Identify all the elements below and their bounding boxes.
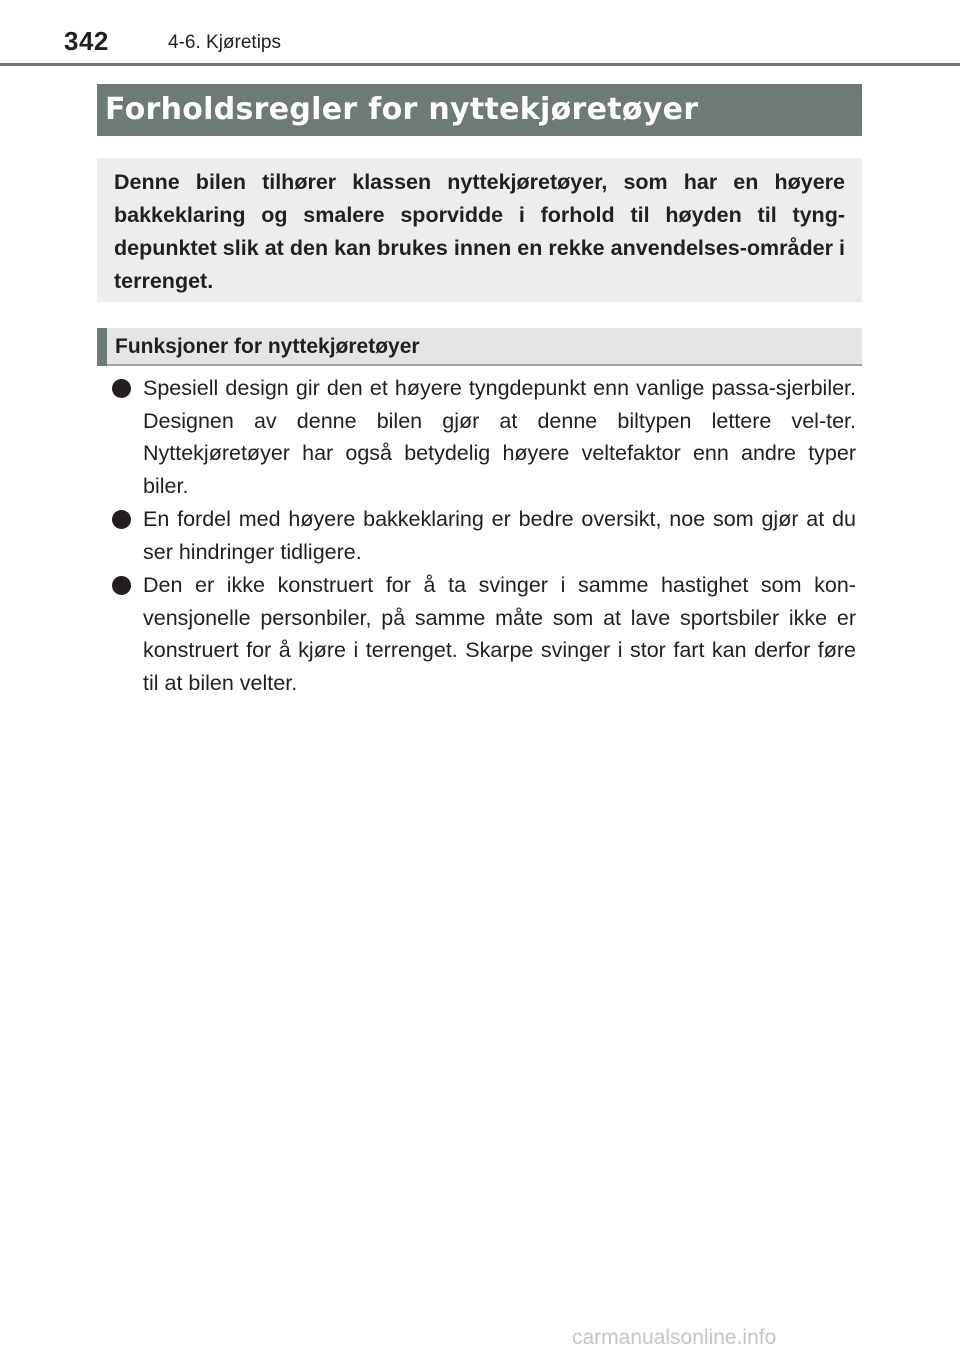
page-number: 342	[64, 26, 109, 56]
page-header	[0, 0, 960, 66]
subsection-heading: Funksjoner for nyttekjøretøyer	[115, 335, 420, 358]
bullet-text: En fordel med høyere bakkeklaring er bedre oversikt, noe som gjør at du ser hindringer tidligere.	[143, 507, 856, 564]
watermark: carmanualsonline.info	[572, 1326, 777, 1349]
list-item	[112, 372, 856, 502]
intro-text: Denne bilen tilhører klassen nyttekjøretøyer, som har en høyere bakkeklaring og smalere sporvidde i forhold til høyden til tyng-depunktet slik at den kan brukes innen en rekke anvendelses-områder i terrenget.	[114, 170, 845, 293]
page-title: Forholdsregler for nyttekjøretøyer	[105, 92, 699, 127]
bullet-text: Spesiell design gir den et høyere tyngdepunkt enn vanlige passa-sjerbiler. Designen av denne bilen gjør at denne biltypen lettere vel-ter. Nyttekjøretøyer har også betydelig høyere veltefaktor enn andre typer biler.	[143, 376, 856, 498]
subsection-accent	[97, 328, 107, 366]
bullet-list	[112, 372, 856, 700]
subsection-heading-bar	[97, 328, 862, 366]
intro-box	[97, 158, 862, 302]
header-divider	[0, 63, 960, 66]
list-item	[112, 503, 856, 568]
bullet-icon	[112, 510, 131, 529]
list-item	[112, 569, 856, 699]
title-bar	[97, 84, 862, 136]
bullet-icon	[112, 379, 131, 398]
section-label: 4-6. Kjøretips	[168, 32, 281, 53]
bullet-text: Den er ikke konstruert for å ta svinger i samme hastighet som kon-vensjonelle personbiler, på samme måte som at lave sportsbiler ikke er konstruert for å kjøre i terrenget. Skarpe svinger i stor fart kan derfor føre til at bilen velter.	[143, 573, 856, 695]
bullet-icon	[112, 576, 131, 595]
